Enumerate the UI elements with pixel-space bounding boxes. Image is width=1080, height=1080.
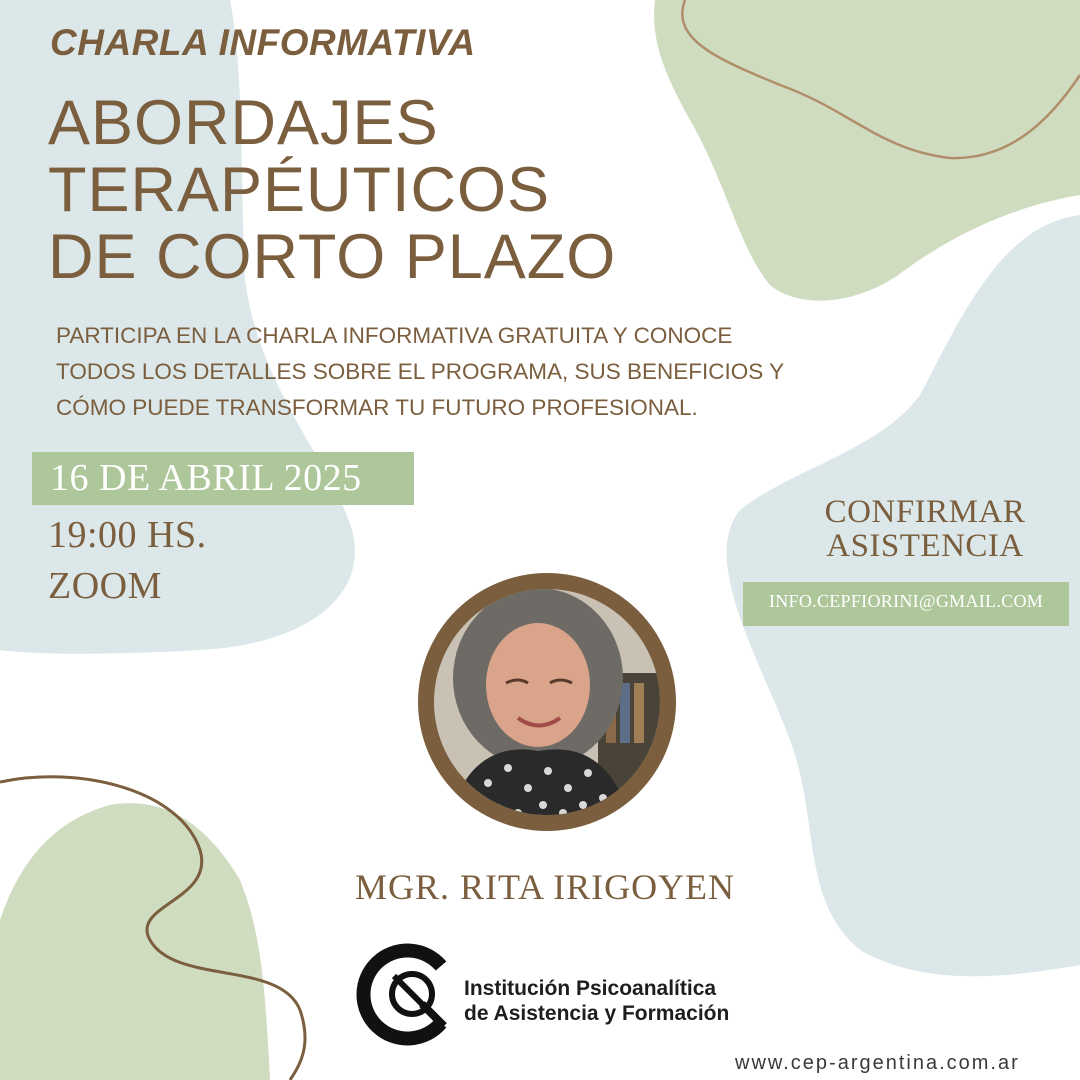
title-line-2: TERAPÉUTICOS — [48, 155, 551, 225]
website-link[interactable]: www.cep-argentina.com.ar — [735, 1052, 1020, 1074]
rsvp-heading — [800, 495, 1050, 563]
intro-line-3: CÓMO PUEDE TRANSFORMAR TU FUTURO PROFESIONAL. — [56, 395, 698, 420]
intro-line-2: TODOS LOS DETALLES SOBRE EL PROGRAMA, SUS BENEFICIOS Y — [56, 359, 785, 384]
institution-logo — [356, 942, 461, 1047]
event-platform: ZOOM — [48, 565, 162, 607]
title-line-1: ABORDAJES — [48, 88, 439, 158]
blob-bottom-left-green — [0, 803, 270, 1080]
event-type-heading: CHARLA INFORMATIVA — [50, 22, 476, 63]
speaker-portrait — [418, 573, 676, 831]
institution-line-2: de Asistencia y Formación — [464, 1002, 730, 1025]
institution-name — [464, 976, 729, 1026]
speaker-name: MGR. RITA IRIGOYEN — [354, 867, 736, 907]
title-line-3: DE CORTO PLAZO — [48, 222, 617, 292]
rsvp-line-2: ASISTENCIA — [826, 528, 1024, 564]
event-time: 19:00 HS. — [48, 514, 207, 556]
rsvp-line-1: CONFIRMAR — [824, 494, 1026, 530]
intro-line-1: PARTICIPA EN LA CHARLA INFORMATIVA GRATUITA Y CONOCE — [56, 323, 733, 348]
intro-text — [56, 318, 896, 426]
event-title — [48, 90, 616, 291]
institution-line-1: Institución Psicoanalítica — [464, 977, 717, 1000]
rsvp-email-link[interactable]: INFO.CEPFIORINI@GMAIL.COM — [743, 582, 1069, 626]
date-badge: 16 DE ABRIL 2025 — [32, 452, 414, 505]
